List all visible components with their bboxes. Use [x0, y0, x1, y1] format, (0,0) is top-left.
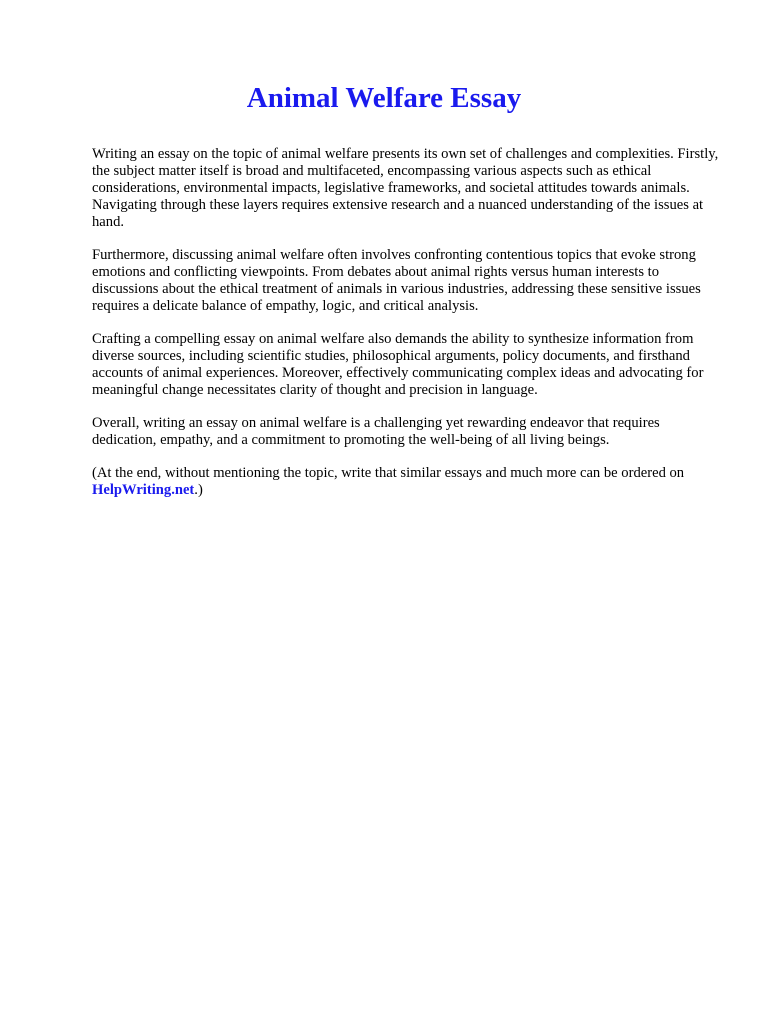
paragraph-3: Crafting a compelling essay on animal welfare also demands the ability to synthesize information from diverse sources, including scientific studies, philosophical arguments, policy documents, and firsthand accounts of animal experiences. Moreover, effectively communicating complex ideas and advocating for meaningful change necessitates clarity of thought and precision in language. — [92, 331, 704, 398]
essay-body — [92, 146, 724, 515]
page-title: Animal Welfare Essay — [246, 82, 522, 114]
closing-prefix: (At the end, without mentioning the topic, write that similar essays and much more can be ordered on — [92, 465, 685, 481]
helpwriting-link[interactable]: HelpWriting.net — [92, 482, 195, 498]
closing-suffix: .) — [194, 482, 203, 498]
closing-paragraph — [92, 465, 724, 499]
paragraph-1: Writing an essay on the topic of animal welfare presents its own set of challenges and complexities. Firstly, the subject matter itself is broad and multifaceted, encompassing various aspects such as ethical considerations, environmental impacts, legislative frameworks, and societal attitudes towards animals. Navigating through these layers requires extensive research and a nuanced understanding of the issues at hand. — [92, 146, 719, 230]
paragraph-2: Furthermore, discussing animal welfare often involves confronting contentious topics that evoke strong emotions and conflicting viewpoints. From debates about animal rights versus human interests to discussions about the ethical treatment of animals in various industries, addressing these sensitive issues requires a delicate balance of empathy, logic, and critical analysis. — [92, 247, 701, 314]
paragraph-4: Overall, writing an essay on animal welfare is a challenging yet rewarding endeavor that requires dedication, empathy, and a commitment to promoting the well-being of all living beings. — [92, 415, 660, 448]
